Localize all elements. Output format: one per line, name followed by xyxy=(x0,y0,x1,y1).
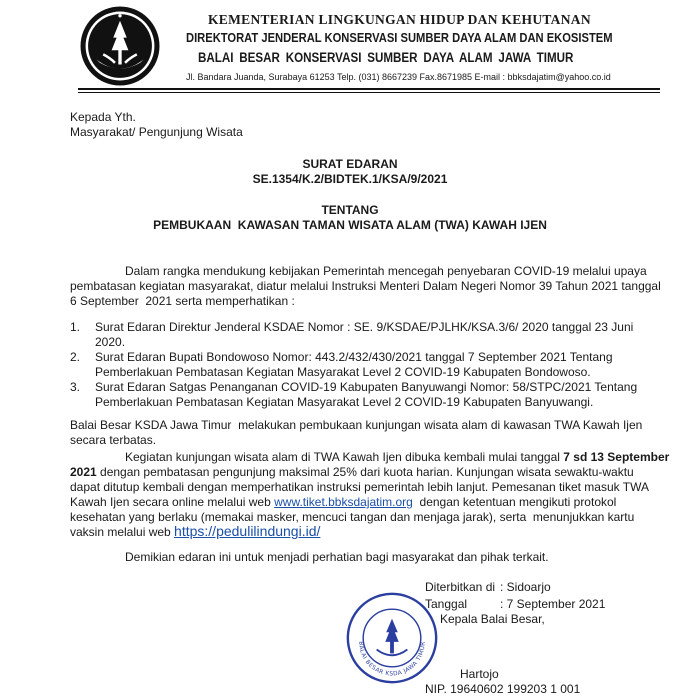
pedulilindungi-link[interactable]: https://pedulilindungi.id/ xyxy=(174,523,321,539)
date-label: Tanggal xyxy=(425,597,468,611)
ministry-name: KEMENTERIAN LINGKUNGAN HIDUP DAN KEHUTANAN xyxy=(208,12,591,27)
intro-line-1: Dalam rangka mendukung kebijakan Pemerintah mencegah penyebaran COVID-19 melalui upaya xyxy=(125,264,647,278)
doc-type: SURAT EDARAN xyxy=(302,157,398,171)
issued-at-label: Diterbitkan di xyxy=(425,580,496,594)
doc-number: SE.1354/K.2/BIDTEK.1/KSA/9/2021 xyxy=(252,172,448,186)
ref-line-2: 2020. xyxy=(95,335,126,349)
para2-line-1: Balai Besar KSDA Jawa Timur melakukan pembukaan kunjungan wisata alam di kawasan TWA Kawah Ijen xyxy=(70,418,643,432)
recipient-salutation: Kepada Yth. xyxy=(70,110,136,124)
recipient-name: Masyarakat/ Pengunjung Wisata xyxy=(70,125,243,139)
para3-line-2: 2021 dengan pembatasan pengunjung maksimal 25% dari kuota harian. Kunjungan wisata sewaktu-waktu xyxy=(70,465,634,479)
ticket-website-link[interactable]: www.tiket.bbksdajatim.org xyxy=(274,495,413,509)
ref-number: 3. xyxy=(70,380,81,394)
signatory-nip: NIP. 19640602 199203 1 001 xyxy=(425,682,581,696)
closing-statement: Demikian edaran ini untuk menjadi perhatian bagi masyarakat dan pihak terkait. xyxy=(125,550,549,564)
para3-line-5: kesehatan yang berlaku (memakai masker, mencuci tangan dan menjaga jarak), serta menunjukkan kartu xyxy=(70,510,635,524)
para3-line-1: Kegiatan kunjungan wisata alam di TWA Kawah Ijen dibuka kembali mulai tanggal 7 sd 13 September xyxy=(125,450,670,464)
ref-number: 2. xyxy=(70,350,81,364)
office-name: BALAI BESAR KONSERVASI SUMBER DAYA ALAM JAWA TIMUR xyxy=(198,50,574,65)
header-rule xyxy=(78,88,660,90)
ministry-logo xyxy=(78,4,162,88)
about-label: TENTANG xyxy=(321,203,379,217)
intro-line-2: pembatasan kegiatan masyarakat, diatur melalui Instruksi Menteri Dalam Negeri Nomor 39 Tahun 2021 tanggal xyxy=(70,279,661,293)
ref-line-2: Pemberlakuan Pembatasan Kegiatan Masyarakat Level 2 COVID-19 Kabupaten Banyuwangi. xyxy=(95,395,594,409)
directorate-name: DIREKTORAT JENDERAL KONSERVASI SUMBER DAYA ALAM DAN EKOSISTEM xyxy=(186,30,613,45)
signatory-position: Kepala Balai Besar, xyxy=(440,612,545,626)
intro-line-3: 6 September 2021 serta memperhatikan : xyxy=(70,294,295,308)
signatory-name: Hartojo xyxy=(460,667,499,681)
header-rule-thin xyxy=(78,92,660,93)
ref-line-2: Pemberlakuan Pembatasan Kegiatan Masyarakat Level 2 COVID-19 Kabupaten Bondowoso. xyxy=(95,365,591,379)
para2-line-2: secara terbatas. xyxy=(70,433,157,447)
ref-line-1: Surat Edaran Bupati Bondowoso Nomor: 443.2/432/430/2021 tanggal 7 September 2021 Tentang xyxy=(95,350,613,364)
para3-line-4: Kawah Ijen secara online melalui web www.tiket.bbksdajatim.org dengan ketentuan mengikuti protokol xyxy=(70,495,617,509)
svg-text:BALAI BESAR KSDA JAWA TIMUR: BALAI BESAR KSDA JAWA TIMUR xyxy=(357,641,427,678)
office-address: Jl. Bandara Juanda, Surabaya 61253 Telp. (031) 8667239 Fax.8671985 E-mail : bbksdajatim@yahoo.co.id xyxy=(186,72,611,82)
para3-line-3: dapat ditutup kembali dengan memperhatikan instruksi pemerintah lebih lanjut. Pemesanan tiket masuk TWA xyxy=(70,480,649,494)
ref-line-1: Surat Edaran Direktur Jenderal KSDAE Nomor : SE. 9/KSDAE/PJLHK/KSA.3/6/ 2020 tanggal 23 Juni xyxy=(95,320,634,334)
ref-line-1: Surat Edaran Satgas Penanganan COVID-19 Kabupaten Banyuwangi Nomor: 58/STPC/2021 Tentang xyxy=(95,380,638,394)
date-value: : 7 September 2021 xyxy=(500,597,606,611)
issued-at-value: : Sidoarjo xyxy=(500,580,551,594)
date-range: 7 sd 13 September xyxy=(563,450,670,464)
doc-subject: PEMBUKAAN KAWASAN TAMAN WISATA ALAM (TWA) KAWAH IJEN xyxy=(153,218,547,232)
ref-number: 1. xyxy=(70,320,81,334)
para3-line-6: vaksin melalui web https://pedulilindungi.id/ xyxy=(70,523,321,539)
year: 2021 xyxy=(70,465,97,479)
